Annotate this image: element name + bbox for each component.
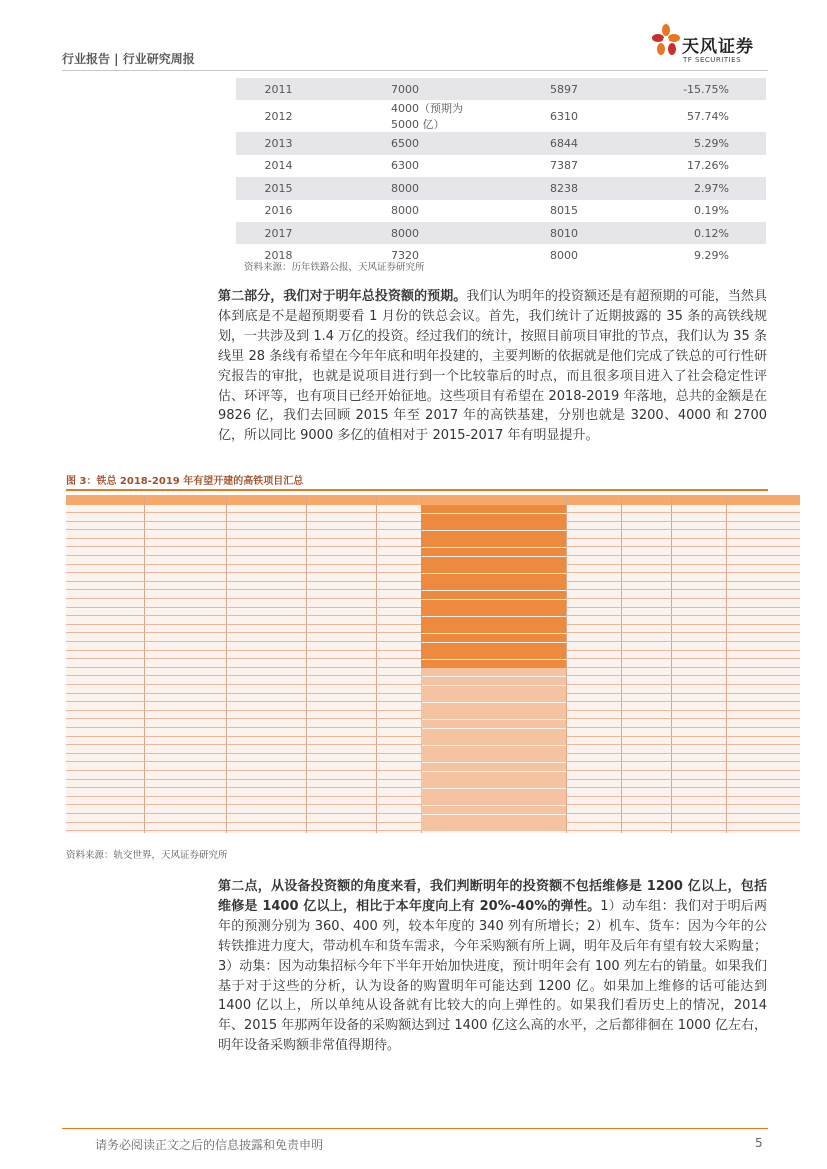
status-highlight-cell [421,574,566,582]
header-divider [62,70,768,71]
figure-row [66,522,800,530]
planned-investment-cell: 7000 [321,78,471,100]
year-cell: 2013 [236,132,321,154]
planned-investment-cell: 6500 [321,132,471,154]
status-highlight-cell [421,651,566,659]
status-highlight-cell [421,789,566,797]
status-highlight-cell [421,797,566,805]
status-highlight-cell [421,539,566,547]
figure-row [66,643,800,651]
figure-row [66,651,800,659]
figure-row [66,806,800,814]
status-highlight-cell [421,711,566,719]
table-row [236,155,766,177]
planned-investment-cell: 7320 [391,249,419,263]
figure-row [66,711,800,719]
figure-row [66,634,800,642]
figure-row [66,720,800,728]
status-highlight-cell [421,643,566,651]
figure-row [66,565,800,573]
figure-row [66,823,800,831]
table-source-note: 资料来源：历年铁路公报，天风证券研究所 [244,262,425,273]
figure-header-row [66,495,800,505]
status-highlight-cell [421,703,566,711]
status-highlight-cell [421,608,566,616]
status-highlight-cell [421,617,566,625]
change-rate-cell: -15.75% [641,78,766,100]
figure-title-rule [66,489,768,491]
status-highlight-cell [421,600,566,608]
status-highlight-cell [421,660,566,668]
status-highlight-cell [421,625,566,633]
actual-investment-cell: 8015 [550,204,578,218]
footer-divider [62,1128,768,1129]
status-highlight-cell [421,531,566,539]
page-number: 5 [755,1136,763,1150]
table-row [236,132,766,154]
status-highlight-cell [421,505,566,513]
status-highlight-cell [421,754,566,762]
figure-row [66,763,800,771]
change-rate-cell: 0.19% [694,204,729,218]
figure-row [66,539,800,547]
report-category: 行业报告 | 行业研究周报 [62,52,195,66]
figure-row [66,789,800,797]
planned-investment-cell: 8000 [321,177,471,199]
status-highlight-cell [421,677,566,685]
year-cell: 2015 [236,177,321,199]
planned-investment-cell: 8000 [321,222,471,244]
status-highlight-cell [421,720,566,728]
status-highlight-cell [421,763,566,771]
year-cell: 2012 [264,109,293,123]
figure-row [66,660,800,668]
status-highlight-cell [421,694,566,702]
investment-history-table [236,78,766,267]
actual-investment-cell: 7387 [550,159,578,173]
figure-row [66,780,800,788]
table-row [236,177,766,199]
status-highlight-cell [421,565,566,573]
paragraph-lead: 第二点，从设备投资额的角度来看，我们判断明年的投资额不包括维修是 1200 亿以上，包括维修是 1400 亿以上，相比于本年度向上有 20%-40%的弹性。 [218,879,767,914]
status-highlight-cell [421,737,566,745]
figure-row [66,668,800,676]
year-cell: 2014 [264,159,293,173]
figure-row [66,557,800,565]
status-highlight-cell [421,772,566,780]
change-rate-cell: 2.97% [641,177,766,199]
figure-row [66,686,800,694]
status-highlight-cell [421,582,566,590]
figure-row [66,737,800,745]
change-rate-cell: 57.74% [687,109,729,123]
table-row [236,222,766,244]
figure-row [66,531,800,539]
status-highlight-cell [421,806,566,814]
status-highlight-cell [421,522,566,530]
table-row [236,100,766,132]
status-highlight-cell [421,686,566,694]
change-rate-cell: 5.29% [641,132,766,154]
year-cell: 2011 [236,78,321,100]
figure-source-note: 资料来源：轨交世界，天风证券研究所 [66,850,228,861]
status-highlight-cell [421,514,566,522]
status-highlight-cell [421,548,566,556]
status-highlight-cell [421,557,566,565]
figure-row [66,608,800,616]
figure-row [66,677,800,685]
total-investment-paragraph [218,287,767,446]
paragraph-lead: 第二部分，我们对于明年总投资额的预期。 [218,289,467,304]
status-highlight-cell [421,823,566,831]
planned-investment-cell: 6300 [391,159,419,173]
figure-row [66,703,800,711]
status-highlight-cell [421,634,566,642]
figure-row [66,591,800,599]
status-highlight-cell [421,780,566,788]
figure-row [66,746,800,754]
figure-row [66,600,800,608]
planned-investment-cell: 4000（预期为 5000 亿） [391,102,463,132]
planned-investment-cell: 8000 [391,204,419,218]
project-summary-figure [66,495,800,833]
change-rate-cell: 17.26% [687,159,729,173]
actual-investment-cell: 6310 [550,109,578,123]
figure-row [66,625,800,633]
change-rate-cell: 9.29% [694,249,729,263]
actual-investment-cell: 6844 [471,132,641,154]
figure-row [66,797,800,805]
actual-investment-cell: 5897 [471,78,641,100]
status-highlight-cell [421,729,566,737]
status-highlight-cell [421,591,566,599]
figure-title: 图 3：铁总 2018-2019 年有望开建的高铁项目汇总 [66,476,304,487]
table-row [236,78,766,100]
disclaimer-notice: 请务必阅读正文之后的信息披露和免责申明 [95,1138,324,1152]
figure-row [66,505,800,513]
actual-investment-cell: 8010 [471,222,641,244]
year-cell: 2017 [236,222,321,244]
figure-row [66,617,800,625]
figure-row [66,815,800,823]
logo-english-name: TF SECURITIES [683,56,742,64]
figure-row [66,514,800,522]
paragraph-body: 1）动车组：我们对于明后两年的预测分别为 360、400 列，较本年度的 340 列有所增长；2）机车、货车：因为今年的公转铁推进力度大，带动机车和货车需求，今年采购额有所上调，明年及后年有望有较大采购量；3）动集：因为动集招标今年下半年开始加快进度，预计明年会有 100 列左右的销量。如果我们基于对于这些的分析，认为设备的购置明年可能达到 1200 亿。如果加上维修的话可能达到 1400 亿以上，所以单纯从设备就有比较大的向上弹性的。如果我们看历史上的情况，2014 年、2015 年那两年设备的采购额达到过 1400 亿这么高的水平，之后都徘徊在 1000 亿左右，明年设备采购额非常值得期待。 [218,898,767,1054]
status-highlight-cell [421,746,566,754]
status-highlight-cell [421,668,566,676]
logo-name: 天风证券 [682,37,754,57]
actual-investment-cell: 8238 [471,177,641,199]
figure-row [66,548,800,556]
figure-row [66,772,800,780]
brand-logo [652,24,772,70]
figure-row [66,582,800,590]
figure-row [66,729,800,737]
change-rate-cell: 0.12% [641,222,766,244]
table-row [236,200,766,222]
actual-investment-cell: 8000 [550,249,578,263]
year-cell: 2018 [264,249,293,263]
figure-row [66,754,800,762]
status-highlight-cell [421,815,566,823]
paragraph-body: 我们认为明年的投资额还是有超预期的可能，当然具体到底是不是超预期要看 1 月份的铁总会议。首先，我们统计了近期披露的 35 条的高铁线规划，一共涉及到 1.4 万亿的投资。经过我们的统计，按照目前项目审批的节点，我们认为 35 条线里 28 条线有希望在今年年底和明年投建的，主要判断的依据就是他们完成了铁总的可行性研究报告的审批，也就是说项目进行到一个比较靠后的时点，而且很多项目进入了社会稳定性评估、环评等，也有项目已经开始征地。这些项目有希望在 2018-2019 年落地，总共的金额是在 9826 亿，我们去回顾 2015 年至 2017 年的高铁基建，分别也就是 3200、4000 和 2700 亿，所以同比 9000 多亿的值相对于 2015-2017 年有明显提升。 [218,289,767,444]
figure-row [66,694,800,702]
figure-row [66,574,800,582]
year-cell: 2016 [264,204,293,218]
petal-logo-icon [652,24,680,64]
equipment-investment-paragraph [218,877,767,1056]
